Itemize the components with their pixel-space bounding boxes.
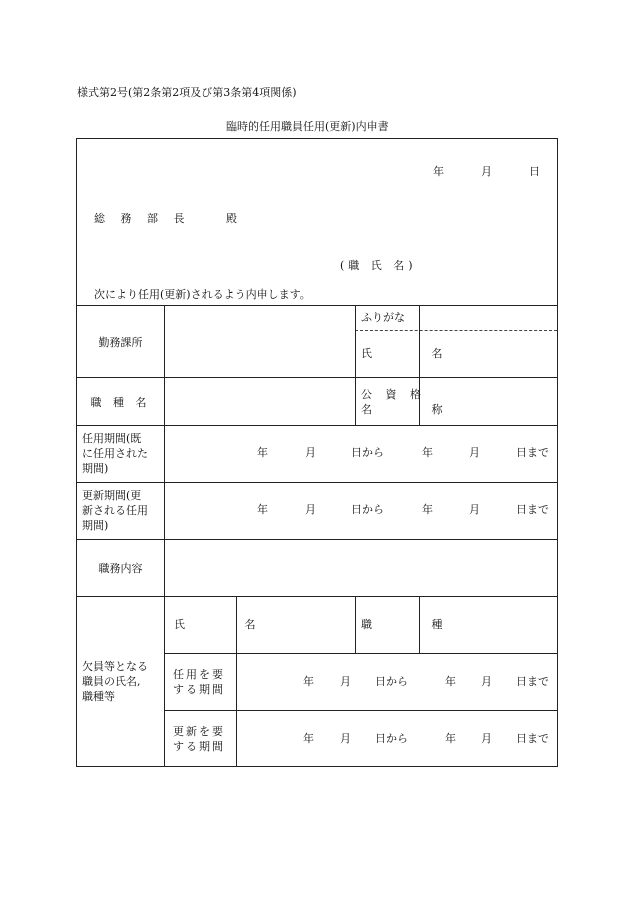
date-year: 年 — [433, 165, 444, 178]
period-month: 月 — [481, 732, 492, 745]
period-month: 月 — [305, 446, 316, 459]
period-until: 日まで — [516, 446, 549, 459]
signer-name: (職 氏 名) — [340, 259, 417, 272]
duties-label: 職務内容 — [98, 562, 143, 575]
period-year: 年 — [257, 503, 268, 516]
renewal-period-label-line: 新される任用 — [82, 504, 148, 517]
workplace-label: 勤務課所 — [98, 335, 143, 349]
period-year: 年 — [257, 446, 268, 459]
period-month: 月 — [305, 503, 316, 516]
vacancy-label-line: 職員の氏名, — [82, 675, 141, 688]
qualification-label-line2: 名 称 — [361, 403, 471, 416]
period-until: 日まで — [516, 503, 549, 516]
row-divider — [76, 425, 557, 426]
job-type-field[interactable] — [165, 378, 355, 425]
renewal-period-label-line: 期間) — [82, 519, 109, 532]
row-divider — [164, 710, 557, 711]
required-renewal-label-line: 更新を要 — [173, 725, 225, 738]
date-day: 日 — [529, 165, 540, 178]
required-appointment-label-line: 任用を要 — [173, 668, 225, 681]
name-field[interactable] — [420, 331, 557, 377]
period-from: 日から — [351, 503, 384, 516]
vacancy-label-line: 職種等 — [82, 690, 115, 703]
required-appointment-label-line: する期間 — [173, 683, 225, 696]
vacancy-name-field[interactable] — [237, 597, 355, 653]
addressee: 総 務 部 長 — [94, 212, 191, 225]
period-month: 月 — [469, 446, 480, 459]
qualification-label-line1: 公 資 格 — [361, 388, 426, 401]
date-month: 月 — [481, 165, 492, 178]
statement: 次により任用(更新)されるよう内申します。 — [94, 288, 311, 301]
job-type-label: 職 種 名 — [90, 395, 151, 409]
document-title: 臨時的任用職員任用(更新)内申書 — [226, 120, 389, 133]
period-month: 月 — [340, 675, 351, 688]
period-year: 年 — [422, 503, 433, 516]
period-month: 月 — [481, 675, 492, 688]
table-border-left — [76, 138, 77, 767]
period-from: 日から — [351, 446, 384, 459]
period-year: 年 — [445, 675, 456, 688]
period-month: 月 — [469, 503, 480, 516]
period-until: 日まで — [516, 732, 549, 745]
period-year: 年 — [303, 675, 314, 688]
period-until: 日まで — [516, 675, 549, 688]
column-divider — [355, 596, 356, 653]
honorific: 殿 — [226, 212, 237, 225]
row-divider — [164, 653, 557, 654]
period-month: 月 — [340, 732, 351, 745]
period-from: 日から — [375, 675, 408, 688]
required-renewal-label-line: する期間 — [173, 740, 225, 753]
period-year: 年 — [422, 446, 433, 459]
furigana-label: ふりがな — [361, 311, 405, 324]
appointment-period-label-line: 期間) — [82, 462, 109, 475]
duties-field[interactable] — [165, 540, 557, 596]
form-number: 様式第2号(第2条第2項及び第3条第4項関係) — [77, 86, 297, 99]
workplace-field[interactable] — [165, 306, 355, 377]
name-label: 氏 名 — [361, 347, 471, 360]
table-border-right — [557, 138, 558, 767]
qualification-field[interactable] — [420, 378, 557, 425]
vacancy-job-field[interactable] — [420, 597, 557, 653]
table-border-top — [76, 138, 557, 139]
vacancy-name-label: 氏 名 — [174, 618, 284, 631]
vacancy-label-line: 欠員等となる — [82, 660, 148, 673]
period-year: 年 — [303, 732, 314, 745]
table-border-bottom — [76, 766, 558, 767]
appointment-period-label-line: 任用期間(既 — [82, 432, 142, 445]
period-year: 年 — [445, 732, 456, 745]
row-divider — [76, 482, 557, 483]
period-from: 日から — [375, 732, 408, 745]
appointment-period-label-line: に任用された — [82, 447, 148, 460]
column-divider — [355, 305, 356, 425]
furigana-field[interactable] — [420, 306, 557, 330]
vacancy-job-label: 職 種 — [361, 618, 471, 631]
renewal-period-label-line: 更新期間(更 — [82, 489, 142, 502]
